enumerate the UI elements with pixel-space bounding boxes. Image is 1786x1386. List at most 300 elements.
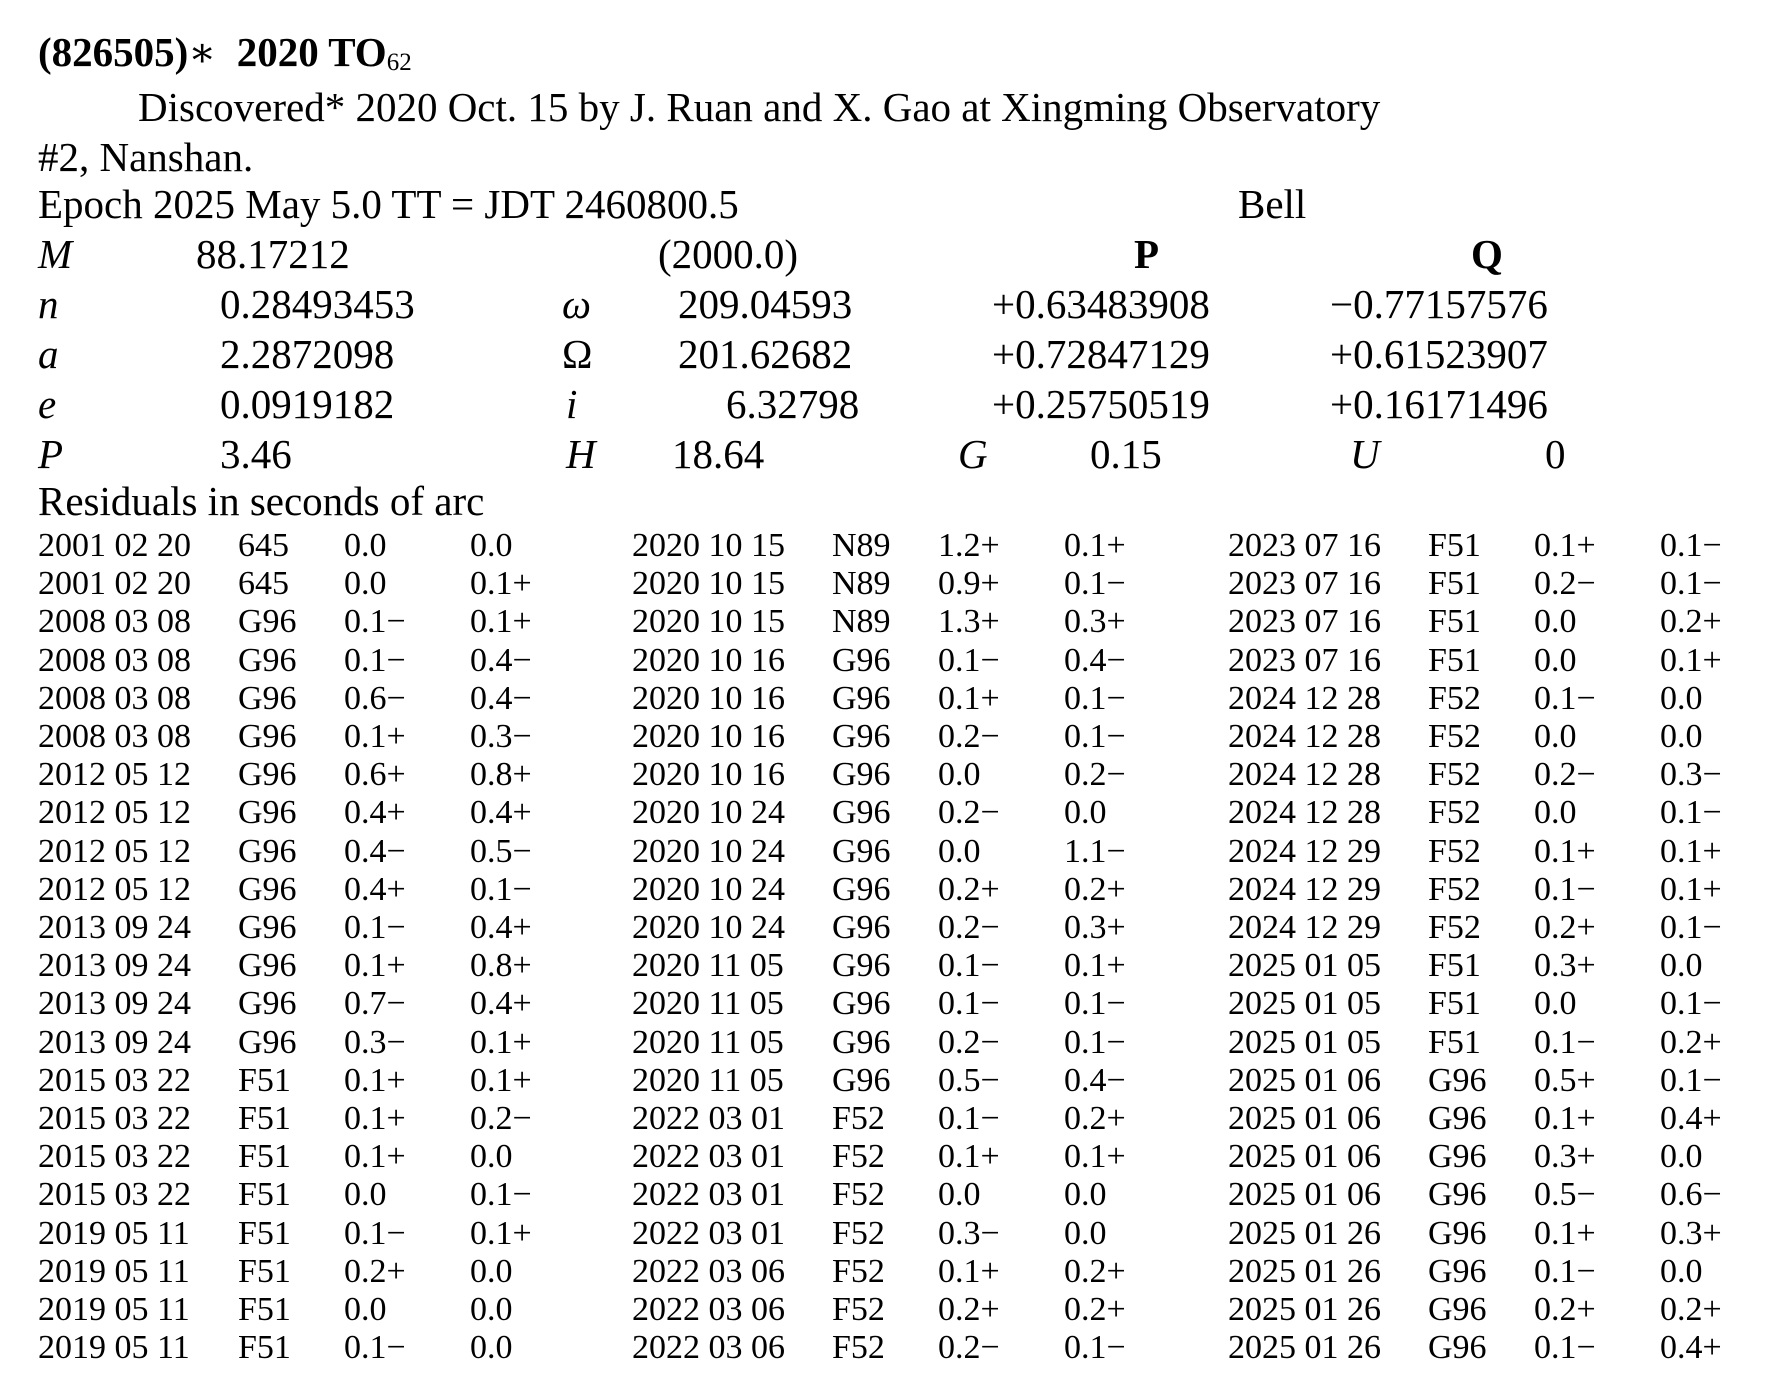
residual-observatory: F51	[238, 1176, 291, 1213]
residual-ra-residual: 0.3−	[938, 1215, 1000, 1252]
residual-observatory: F51	[1428, 527, 1481, 564]
residual-observatory: F51	[1428, 565, 1481, 602]
residual-dec-residual: 0.0	[1660, 680, 1703, 717]
residual-dec-residual: 0.1+	[470, 603, 532, 640]
residual-dec-residual: 0.2+	[1064, 1100, 1126, 1137]
residual-ra-residual: 0.2−	[938, 1329, 1000, 1366]
residual-dec-residual: 0.4−	[470, 642, 532, 679]
residual-ra-residual: 0.1−	[938, 642, 1000, 679]
residual-ra-residual: 0.1+	[344, 1062, 406, 1099]
residual-date: 2015 03 22	[38, 1100, 191, 1137]
residual-dec-residual: 0.2+	[1660, 1291, 1722, 1328]
elem-e-symbol: e	[38, 381, 57, 427]
residual-observatory: F52	[832, 1176, 885, 1213]
residual-ra-residual: 0.1−	[344, 1329, 406, 1366]
residual-ra-residual: 0.0	[344, 565, 387, 602]
residual-dec-residual: 0.1−	[470, 1176, 532, 1213]
residual-observatory: G96	[238, 909, 297, 946]
residual-ra-residual: 0.1+	[1534, 833, 1596, 870]
residual-dec-residual: 0.0	[1064, 1215, 1107, 1252]
residual-date: 2019 05 11	[38, 1215, 190, 1252]
elem-node-q: +0.61523907	[1330, 331, 1548, 377]
residual-observatory: G96	[238, 833, 297, 870]
residual-dec-residual: 0.2+	[1064, 1291, 1126, 1328]
residual-observatory: G96	[1428, 1215, 1487, 1252]
residual-dec-residual: 0.0	[470, 1291, 513, 1328]
residual-observatory: N89	[832, 603, 891, 640]
residual-date: 2020 10 24	[632, 871, 785, 908]
residual-dec-residual: 0.2+	[1064, 1253, 1126, 1290]
residual-date: 2022 03 01	[632, 1215, 785, 1252]
residual-observatory: G96	[832, 756, 891, 793]
residual-dec-residual: 0.1−	[1064, 1024, 1126, 1061]
residual-ra-residual: 0.7−	[344, 985, 406, 1022]
residual-observatory: G96	[832, 794, 891, 831]
residual-observatory: F52	[832, 1215, 885, 1252]
residual-ra-residual: 0.2−	[938, 794, 1000, 831]
residual-date: 2008 03 08	[38, 718, 191, 755]
residual-date: 2020 10 16	[632, 756, 785, 793]
residual-date: 2020 11 05	[632, 1024, 784, 1061]
residual-observatory: G96	[832, 871, 891, 908]
residual-dec-residual: 0.1−	[1660, 565, 1722, 602]
residual-observatory: G96	[238, 756, 297, 793]
residual-ra-residual: 0.3−	[344, 1024, 406, 1061]
residual-ra-residual: 0.1−	[1534, 871, 1596, 908]
residual-date: 2019 05 11	[38, 1253, 190, 1290]
residual-dec-residual: 0.0	[1660, 1138, 1703, 1175]
residual-ra-residual: 0.2−	[1534, 565, 1596, 602]
residual-observatory: G96	[238, 794, 297, 831]
residual-dec-residual: 0.1−	[1064, 718, 1126, 755]
residual-dec-residual: 0.2+	[1064, 871, 1126, 908]
residual-dec-residual: 0.0	[1660, 947, 1703, 984]
residual-ra-residual: 0.1+	[344, 718, 406, 755]
elem-omega-q: −0.77157576	[1330, 281, 1548, 327]
residual-observatory: 645	[238, 565, 289, 602]
elem-g-value: 0.15	[1090, 431, 1162, 477]
elem-omega-symbol: ω	[562, 281, 591, 327]
residual-observatory: G96	[238, 947, 297, 984]
object-star: ∗	[188, 29, 217, 75]
residual-observatory: G96	[832, 947, 891, 984]
residual-observatory: G96	[832, 642, 891, 679]
residual-observatory: G96	[832, 985, 891, 1022]
residual-date: 2025 01 26	[1228, 1291, 1381, 1328]
residual-dec-residual: 0.1+	[470, 1024, 532, 1061]
residual-dec-residual: 0.1+	[1064, 527, 1126, 564]
discovery-line-2: #2, Nanshan.	[38, 134, 254, 180]
residual-date: 2025 01 26	[1228, 1215, 1381, 1252]
residual-observatory: G96	[238, 603, 297, 640]
residual-ra-residual: 0.1+	[938, 680, 1000, 717]
residual-date: 2020 10 16	[632, 718, 785, 755]
residual-ra-residual: 0.2−	[938, 718, 1000, 755]
residual-observatory: G96	[238, 1024, 297, 1061]
residual-ra-residual: 0.1−	[344, 603, 406, 640]
residual-ra-residual: 0.0	[938, 756, 981, 793]
residual-dec-residual: 0.1−	[1064, 680, 1126, 717]
residual-ra-residual: 0.1−	[938, 947, 1000, 984]
elem-i-value: 6.32798	[726, 381, 860, 427]
residual-observatory: G96	[238, 718, 297, 755]
residual-observatory: F51	[1428, 985, 1481, 1022]
residual-observatory: F51	[238, 1291, 291, 1328]
residual-dec-residual: 0.1+	[470, 565, 532, 602]
residual-date: 2020 11 05	[632, 947, 784, 984]
residual-dec-residual: 0.4−	[1064, 642, 1126, 679]
residual-ra-residual: 0.1−	[938, 1100, 1000, 1137]
residual-dec-residual: 0.1+	[1660, 642, 1722, 679]
elem-u-value: 0	[1545, 431, 1566, 477]
elem-period-symbol: P	[38, 431, 64, 477]
residual-date: 2015 03 22	[38, 1138, 191, 1175]
elem-node-symbol: Ω	[562, 331, 593, 377]
residual-date: 2008 03 08	[38, 642, 191, 679]
residual-observatory: F52	[1428, 909, 1481, 946]
elem-a-symbol: a	[38, 331, 59, 377]
residual-date: 2019 05 11	[38, 1329, 190, 1366]
residual-ra-residual: 0.0	[344, 527, 387, 564]
residual-dec-residual: 0.4−	[470, 680, 532, 717]
residual-date: 2024 12 29	[1228, 871, 1381, 908]
object-number: (826505)	[38, 29, 189, 75]
residual-date: 2019 05 11	[38, 1291, 190, 1328]
residual-observatory: F52	[1428, 833, 1481, 870]
residual-ra-residual: 0.5−	[938, 1062, 1000, 1099]
residual-ra-residual: 0.1+	[938, 1253, 1000, 1290]
residual-observatory: F51	[1428, 642, 1481, 679]
residual-ra-residual: 0.1−	[1534, 1329, 1596, 1366]
residual-dec-residual: 0.1−	[1064, 565, 1126, 602]
epoch-line: Epoch 2025 May 5.0 TT = JDT 2460800.5	[38, 181, 739, 227]
residual-date: 2024 12 28	[1228, 794, 1381, 831]
residual-observatory: F51	[238, 1138, 291, 1175]
residual-dec-residual: 0.0	[1064, 1176, 1107, 1213]
elem-M-symbol: M	[38, 231, 73, 277]
residual-observatory: F51	[1428, 603, 1481, 640]
residual-dec-residual: 0.3−	[1660, 756, 1722, 793]
residual-ra-residual: 0.2+	[938, 871, 1000, 908]
residual-dec-residual: 0.1−	[470, 871, 532, 908]
residual-date: 2023 07 16	[1228, 565, 1381, 602]
residual-ra-residual: 0.0	[344, 1291, 387, 1328]
residual-dec-residual: 0.8+	[470, 756, 532, 793]
residual-date: 2013 09 24	[38, 947, 191, 984]
residual-ra-residual: 0.0	[344, 1176, 387, 1213]
residual-ra-residual: 0.4+	[344, 871, 406, 908]
residual-ra-residual: 0.1+	[344, 1100, 406, 1137]
residual-observatory: G96	[832, 718, 891, 755]
residual-ra-residual: 0.4−	[344, 833, 406, 870]
residual-dec-residual: 0.0	[1660, 718, 1703, 755]
residual-dec-residual: 0.2+	[1660, 1024, 1722, 1061]
residual-observatory: F52	[832, 1291, 885, 1328]
object-title	[38, 28, 412, 77]
residual-dec-residual: 0.1+	[470, 1215, 532, 1252]
object-designation: 2020 TO	[236, 29, 387, 75]
residual-observatory: F52	[1428, 794, 1481, 831]
residual-dec-residual: 0.0	[470, 1329, 513, 1366]
residual-date: 2022 03 01	[632, 1100, 785, 1137]
residual-dec-residual: 0.4+	[1660, 1100, 1722, 1137]
residual-dec-residual: 0.0	[1660, 1253, 1703, 1290]
residual-date: 2025 01 05	[1228, 1024, 1381, 1061]
residual-ra-residual: 0.2−	[938, 909, 1000, 946]
residual-dec-residual: 0.4−	[1064, 1062, 1126, 1099]
residual-dec-residual: 0.3+	[1064, 603, 1126, 640]
residual-dec-residual: 0.1−	[1660, 1062, 1722, 1099]
residual-ra-residual: 0.1+	[1534, 527, 1596, 564]
residual-ra-residual: 0.6−	[344, 680, 406, 717]
residual-dec-residual: 0.0	[470, 527, 513, 564]
residual-date: 2025 01 06	[1228, 1100, 1381, 1137]
residual-observatory: G96	[1428, 1176, 1487, 1213]
residual-date: 2022 03 06	[632, 1291, 785, 1328]
residual-date: 2023 07 16	[1228, 603, 1381, 640]
residual-date: 2013 09 24	[38, 909, 191, 946]
residual-dec-residual: 0.4+	[470, 909, 532, 946]
residual-ra-residual: 0.2+	[1534, 1291, 1596, 1328]
residual-dec-residual: 0.1+	[1660, 833, 1722, 870]
residual-date: 2025 01 06	[1228, 1138, 1381, 1175]
residual-date: 2015 03 22	[38, 1062, 191, 1099]
residual-observatory: G96	[832, 680, 891, 717]
residual-dec-residual: 0.2−	[470, 1100, 532, 1137]
residual-date: 2020 10 24	[632, 909, 785, 946]
residual-observatory: F52	[832, 1100, 885, 1137]
residual-dec-residual: 0.1−	[1660, 985, 1722, 1022]
discovery-text	[38, 82, 1738, 182]
residual-date: 2024 12 28	[1228, 756, 1381, 793]
residual-date: 2008 03 08	[38, 603, 191, 640]
residual-dec-residual: 0.1+	[1064, 1138, 1126, 1175]
residual-observatory: G96	[238, 985, 297, 1022]
residual-dec-residual: 0.1+	[1064, 947, 1126, 984]
residual-observatory: F52	[832, 1253, 885, 1290]
residual-ra-residual: 0.0	[1534, 985, 1577, 1022]
residual-date: 2020 10 15	[632, 603, 785, 640]
residual-ra-residual: 1.3+	[938, 603, 1000, 640]
residual-ra-residual: 0.9+	[938, 565, 1000, 602]
residual-ra-residual: 0.5−	[1534, 1176, 1596, 1213]
residual-date: 2008 03 08	[38, 680, 191, 717]
residual-ra-residual: 0.2+	[938, 1291, 1000, 1328]
object-designation-sub: 62	[386, 49, 412, 76]
residual-observatory: N89	[832, 527, 891, 564]
residual-dec-residual: 0.3+	[1660, 1215, 1722, 1252]
residual-date: 2022 03 01	[632, 1176, 785, 1213]
residual-observatory: F51	[238, 1253, 291, 1290]
residual-dec-residual: 0.2−	[1064, 756, 1126, 793]
elem-node-value: 201.62682	[678, 331, 853, 377]
residual-dec-residual: 0.0	[470, 1253, 513, 1290]
residual-observatory: F51	[238, 1100, 291, 1137]
residual-date: 2023 07 16	[1228, 527, 1381, 564]
residual-date: 2025 01 26	[1228, 1329, 1381, 1366]
residual-date: 2025 01 06	[1228, 1176, 1381, 1213]
residual-ra-residual: 0.1+	[1534, 1215, 1596, 1252]
residual-observatory: G96	[832, 833, 891, 870]
residual-date: 2020 10 16	[632, 680, 785, 717]
residual-ra-residual: 0.1+	[344, 1138, 406, 1175]
residual-ra-residual: 0.5+	[1534, 1062, 1596, 1099]
residual-date: 2024 12 28	[1228, 680, 1381, 717]
residual-dec-residual: 0.4+	[470, 794, 532, 831]
residual-observatory: G96	[1428, 1100, 1487, 1137]
residual-date: 2020 11 05	[632, 1062, 784, 1099]
residual-date: 2025 01 06	[1228, 1062, 1381, 1099]
residual-dec-residual: 0.0	[1064, 794, 1107, 831]
elem-i-q: +0.16171496	[1330, 381, 1548, 427]
elem-e-value: 0.0919182	[220, 381, 395, 427]
elem-omega-p: +0.63483908	[992, 281, 1210, 327]
elem-u-symbol: U	[1350, 431, 1380, 477]
p-vector-header: P	[1134, 231, 1160, 277]
residual-ra-residual: 0.1−	[1534, 1024, 1596, 1061]
residual-date: 2022 03 01	[632, 1138, 785, 1175]
residual-dec-residual: 0.1−	[1660, 527, 1722, 564]
residual-ra-residual: 0.0	[1534, 718, 1577, 755]
residual-date: 2020 10 15	[632, 565, 785, 602]
residual-ra-residual: 0.2+	[1534, 909, 1596, 946]
elem-h-symbol: H	[566, 431, 596, 477]
residual-dec-residual: 0.3+	[1064, 909, 1126, 946]
residual-date: 2024 12 29	[1228, 909, 1381, 946]
residual-dec-residual: 0.5−	[470, 833, 532, 870]
elem-i-p: +0.25750519	[992, 381, 1210, 427]
elem-period-value: 3.46	[220, 431, 292, 477]
elem-M-value: 88.17212	[196, 231, 350, 277]
residual-observatory: F52	[832, 1138, 885, 1175]
residual-date: 2022 03 06	[632, 1329, 785, 1366]
residual-observatory: G96	[1428, 1062, 1487, 1099]
residual-dec-residual: 0.2+	[1660, 603, 1722, 640]
residual-ra-residual: 0.3+	[1534, 947, 1596, 984]
residual-observatory: F52	[1428, 756, 1481, 793]
residual-date: 2022 03 06	[632, 1253, 785, 1290]
residual-date: 2001 02 20	[38, 527, 191, 564]
residual-date: 2020 10 24	[632, 833, 785, 870]
residual-observatory: G96	[832, 909, 891, 946]
residual-date: 2024 12 28	[1228, 718, 1381, 755]
residual-ra-residual: 0.0	[1534, 794, 1577, 831]
residual-ra-residual: 0.1−	[1534, 1253, 1596, 1290]
residual-dec-residual: 0.3−	[470, 718, 532, 755]
residual-dec-residual: 0.1−	[1064, 1329, 1126, 1366]
q-vector-header: Q	[1471, 231, 1503, 277]
residual-ra-residual: 0.0	[1534, 603, 1577, 640]
residual-ra-residual: 0.1+	[344, 947, 406, 984]
residual-date: 2025 01 05	[1228, 985, 1381, 1022]
residual-observatory: N89	[832, 565, 891, 602]
residual-date: 2024 12 29	[1228, 833, 1381, 870]
residual-ra-residual: 0.1+	[938, 1138, 1000, 1175]
residual-observatory: 645	[238, 527, 289, 564]
residual-dec-residual: 0.6−	[1660, 1176, 1722, 1213]
residual-observatory: G96	[238, 642, 297, 679]
residual-dec-residual: 0.1−	[1064, 985, 1126, 1022]
residual-date: 2025 01 26	[1228, 1253, 1381, 1290]
residual-observatory: F51	[1428, 1024, 1481, 1061]
residual-ra-residual: 1.2+	[938, 527, 1000, 564]
residual-date: 2023 07 16	[1228, 642, 1381, 679]
elem-n-value: 0.28493453	[220, 281, 415, 327]
residual-date: 2012 05 12	[38, 756, 191, 793]
elem-omega-value: 209.04593	[678, 281, 853, 327]
residual-dec-residual: 0.8+	[470, 947, 532, 984]
residual-observatory: G96	[1428, 1291, 1487, 1328]
residual-observatory: F51	[238, 1215, 291, 1252]
residual-dec-residual: 0.1−	[1660, 909, 1722, 946]
residual-date: 2013 09 24	[38, 1024, 191, 1061]
residual-ra-residual: 0.2+	[344, 1253, 406, 1290]
residual-observatory: F51	[1428, 947, 1481, 984]
residual-dec-residual: 0.4+	[470, 985, 532, 1022]
residual-observatory: G96	[1428, 1253, 1487, 1290]
residual-ra-residual: 0.1−	[344, 909, 406, 946]
elem-g-symbol: G	[958, 431, 988, 477]
elem-node-p: +0.72847129	[992, 331, 1210, 377]
equinox-label: (2000.0)	[658, 231, 799, 277]
residual-observatory: F52	[832, 1329, 885, 1366]
residual-date: 2012 05 12	[38, 794, 191, 831]
residual-ra-residual: 0.1+	[1534, 1100, 1596, 1137]
residual-date: 2020 10 24	[632, 794, 785, 831]
residual-observatory: G96	[832, 1062, 891, 1099]
residual-ra-residual: 0.2−	[938, 1024, 1000, 1061]
residual-observatory: G96	[238, 680, 297, 717]
residual-date: 2015 03 22	[38, 1176, 191, 1213]
residual-ra-residual: 0.0	[938, 833, 981, 870]
residual-dec-residual: 0.1+	[1660, 871, 1722, 908]
residuals-title: Residuals in seconds of arc	[38, 478, 485, 524]
residual-ra-residual: 0.1−	[1534, 680, 1596, 717]
residual-dec-residual: 0.1−	[1660, 794, 1722, 831]
residual-observatory: F51	[238, 1062, 291, 1099]
residual-ra-residual: 0.1−	[344, 1215, 406, 1252]
residual-ra-residual: 0.1−	[344, 642, 406, 679]
elem-i-symbol: i	[566, 381, 578, 427]
residual-date: 2001 02 20	[38, 565, 191, 602]
elem-a-value: 2.2872098	[220, 331, 395, 377]
residual-observatory: G96	[832, 1024, 891, 1061]
residual-observatory: F52	[1428, 680, 1481, 717]
residual-ra-residual: 0.2−	[1534, 756, 1596, 793]
residual-observatory: G96	[1428, 1329, 1487, 1366]
residual-date: 2025 01 05	[1228, 947, 1381, 984]
elem-h-value: 18.64	[672, 431, 765, 477]
residual-ra-residual: 0.0	[938, 1176, 981, 1213]
residual-date: 2012 05 12	[38, 871, 191, 908]
residual-date: 2020 10 15	[632, 527, 785, 564]
residual-date: 2012 05 12	[38, 833, 191, 870]
residual-dec-residual: 0.0	[470, 1138, 513, 1175]
residual-observatory: F51	[238, 1329, 291, 1366]
residual-ra-residual: 0.3+	[1534, 1138, 1596, 1175]
residual-ra-residual: 0.1−	[938, 985, 1000, 1022]
residual-ra-residual: 0.6+	[344, 756, 406, 793]
residual-dec-residual: 1.1−	[1064, 833, 1126, 870]
residual-observatory: F52	[1428, 871, 1481, 908]
residual-date: 2013 09 24	[38, 985, 191, 1022]
residual-date: 2020 11 05	[632, 985, 784, 1022]
residual-observatory: G96	[238, 871, 297, 908]
residual-date: 2020 10 16	[632, 642, 785, 679]
frame-label: Bell	[1238, 181, 1307, 227]
discovery-line-1: Discovered* 2020 Oct. 15 by J. Ruan and X. Gao at Xingming Observatory	[138, 84, 1381, 130]
residual-dec-residual: 0.4+	[1660, 1329, 1722, 1366]
